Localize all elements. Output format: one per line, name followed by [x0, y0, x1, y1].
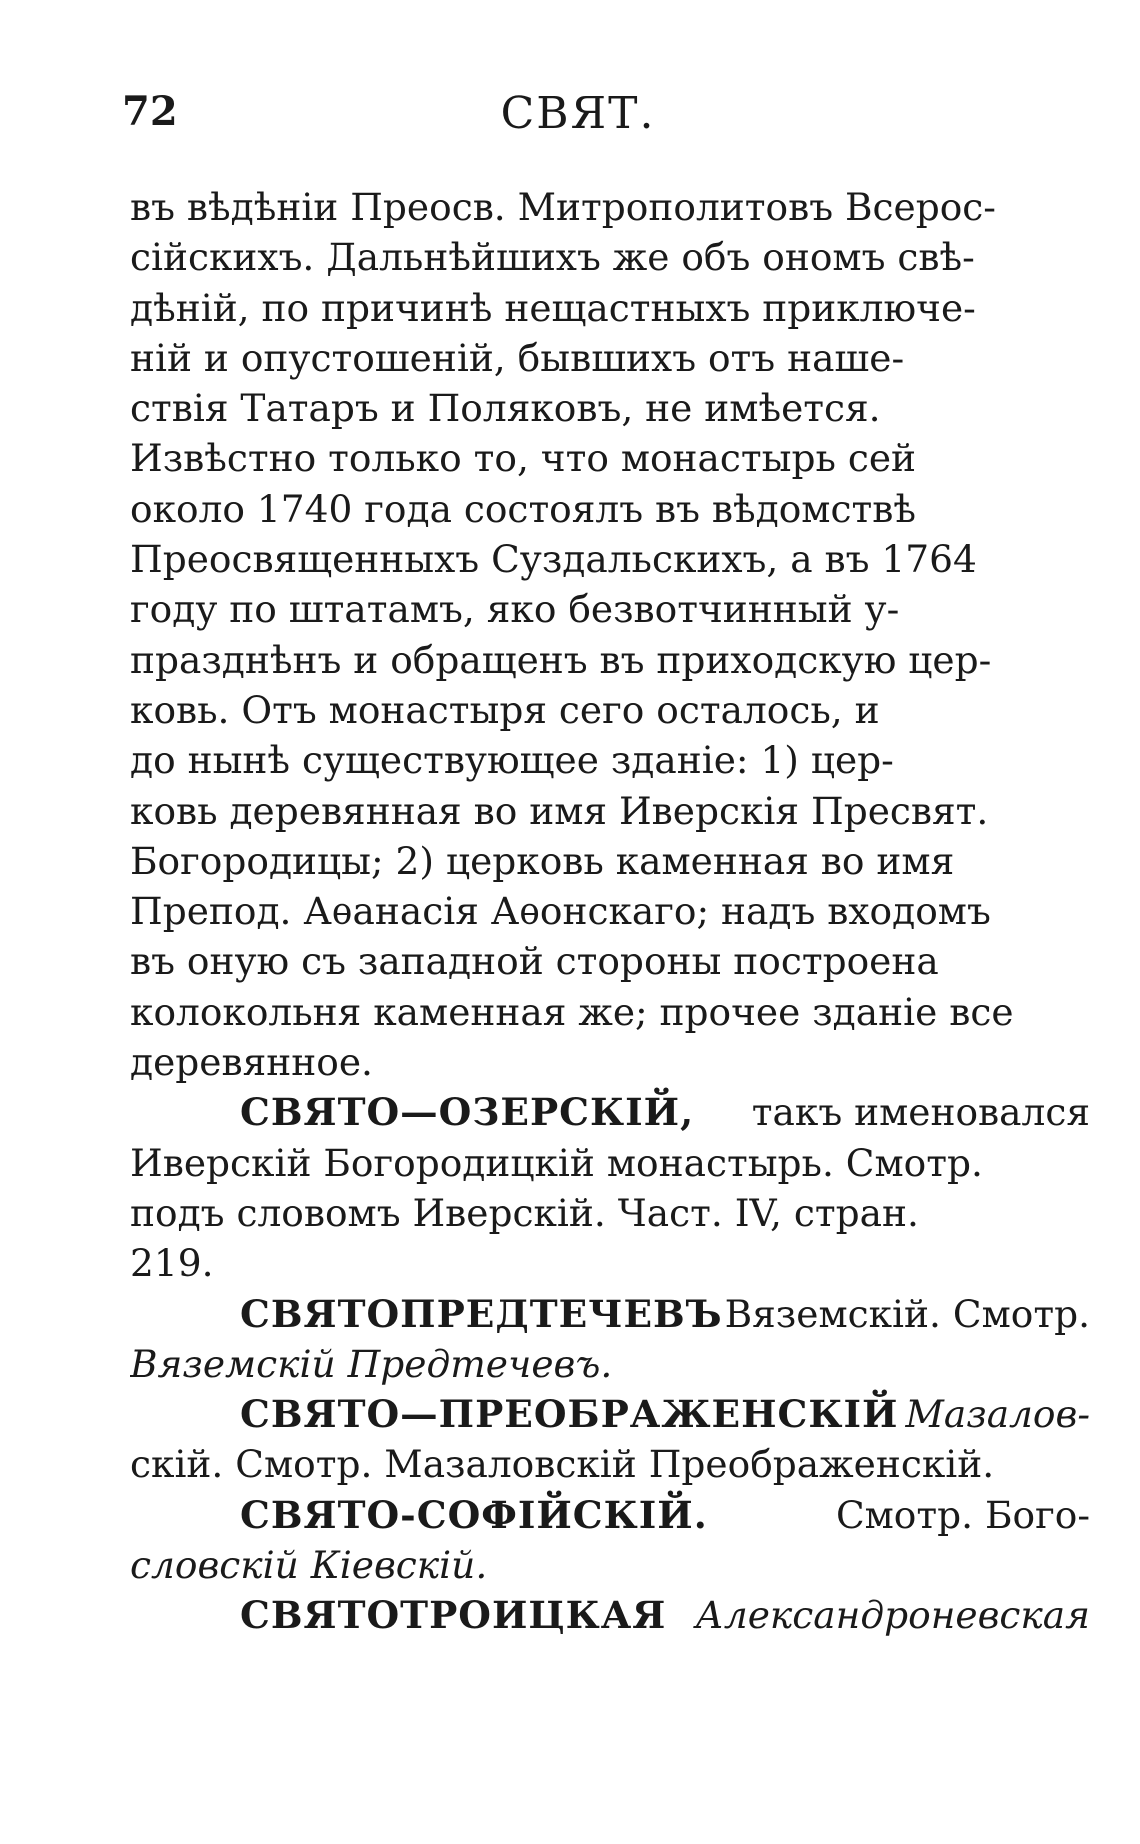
- text-line: словскій Кіевскій.: [130, 1543, 488, 1588]
- entry-heading: СВЯТО—ПРЕОБРАЖЕНСКІЙ: [240, 1392, 899, 1437]
- text-line: до нынѣ существующее зданіе: 1) цер-: [130, 738, 894, 783]
- text-line: Иверскій Богородицкій монастырь. Смотр.: [130, 1140, 983, 1185]
- entry-heading: СВЯТО—ОЗЕРСКІЙ,: [240, 1090, 695, 1135]
- entry-svyato-ozersky: СВЯТО—ОЗЕРСКІЙ, такъ именовался: [130, 1087, 1090, 1137]
- text-line: въ вѣдѣніи Преосв. Митрополитовъ Всерос-: [130, 185, 996, 229]
- text-line: деревянное.: [130, 1040, 373, 1085]
- entry-svyato-sofiysky: СВЯТО-СОФІЙСКІЙ. Смотр. Бого-: [130, 1490, 1090, 1540]
- page-body: [130, 182, 1090, 1641]
- entry-heading: СВЯТОТРОИЦКАЯ: [240, 1593, 667, 1638]
- text-line: празднѣнъ и обращенъ въ приходскую цер-: [130, 637, 992, 682]
- text-line: въ оную съ западной стороны построена: [130, 939, 939, 984]
- text-line: Препод. Аѳанасія Аѳонскаго; надъ входомъ: [130, 889, 991, 934]
- text-line: ствія Татаръ и Поляковъ, не имѣется.: [130, 386, 881, 431]
- text-line: колокольня каменная же; прочее зданіе все: [130, 989, 1014, 1034]
- page-number: 72: [122, 88, 178, 135]
- running-head: СВЯТ.: [500, 88, 656, 139]
- entry-heading: СВЯТО-СОФІЙСКІЙ.: [240, 1492, 708, 1537]
- page-header: [118, 88, 1038, 148]
- text-line: Вяземскій Предтечевъ.: [130, 1341, 613, 1386]
- text-line: Преосвященныхъ Суздальскихъ, а въ 1764: [130, 537, 977, 582]
- entry-svyatotroitskaya: СВЯТОТРОИЦКАЯ Александроневская: [130, 1590, 1090, 1640]
- text-line: Извѣстно только то, что монастырь сей: [130, 436, 917, 481]
- text-line: ній и опустошеній, бывшихъ отъ наше-: [130, 335, 905, 380]
- text-line: подъ словомъ Иверскій. Част. IV, стран.: [130, 1190, 919, 1235]
- entry-heading: СВЯТОПРЕДТЕЧЕВЪ: [240, 1291, 723, 1336]
- text-line: 219.: [130, 1241, 214, 1286]
- entry-svyato-preobrazhensky: СВЯТО—ПРЕОБРАЖЕНСКІЙ Мазалов-: [130, 1389, 1090, 1439]
- entry-svyatopredtechev: СВЯТОПРЕДТЕЧЕВЪ Вяземскій. Смотр.: [130, 1289, 1090, 1339]
- text-line: ковь деревянная во имя Иверскія Пресвят.: [130, 788, 989, 833]
- text-line: скій. Смотр. Мазаловскій Преображенскій.: [130, 1442, 995, 1487]
- text-line: ковь. Отъ монастыря сего осталось, и: [130, 687, 880, 732]
- text-line: Богородицы; 2) церковь каменная во имя: [130, 838, 955, 883]
- text-line: году по штатамъ, яко безвотчинный у-: [130, 587, 900, 632]
- text-line: сійскихъ. Дальнѣйшихъ же объ ономъ свѣ-: [130, 235, 975, 280]
- text-line: дѣній, по причинѣ нещастныхъ приключе-: [130, 285, 976, 330]
- text-line: около 1740 года состоялъ въ вѣдомствѣ: [130, 486, 916, 531]
